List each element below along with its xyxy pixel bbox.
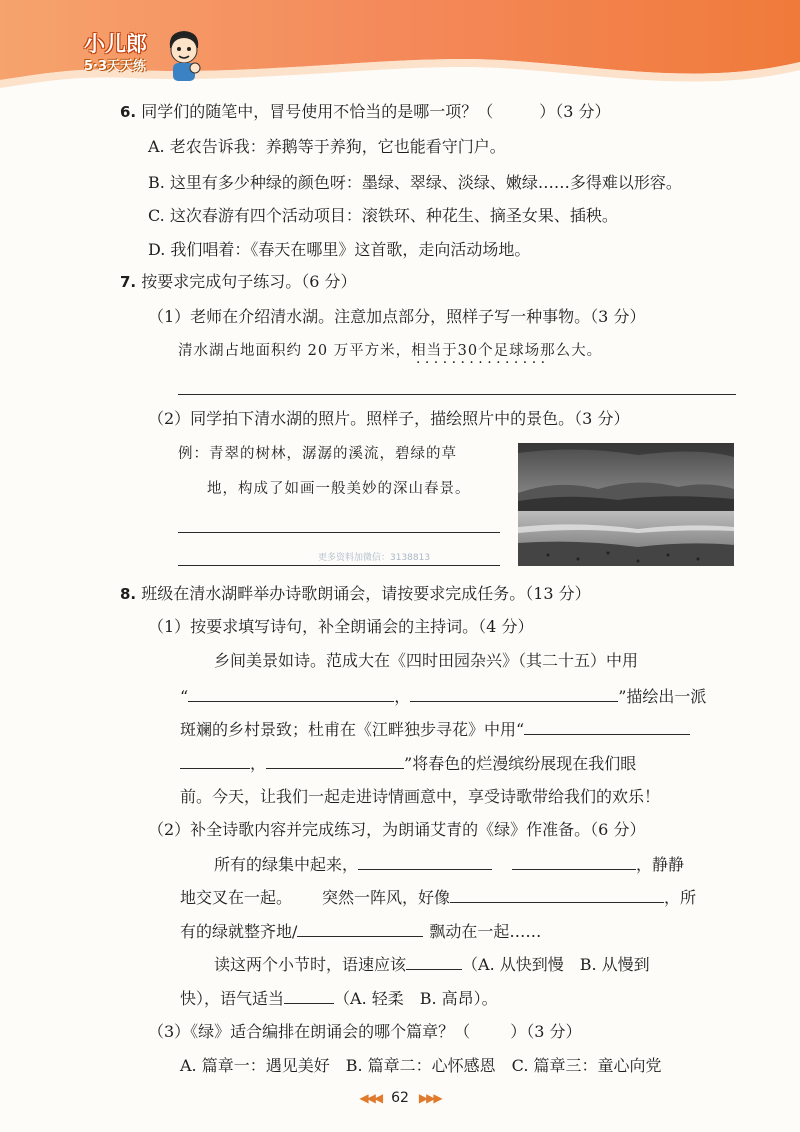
q6-option-b: B. 这里有多少种绿的颜色呀：墨绿、翠绿、淡绿、嫩绿……多得难以形容。 bbox=[148, 173, 682, 192]
q7-answer-line-3[interactable] bbox=[178, 565, 500, 566]
poem-blank-6[interactable] bbox=[512, 853, 636, 870]
q7-example1: 清水湖占地面积约 20 万平方米，相当于30个足球场那么大。 bbox=[178, 343, 603, 359]
poem-blank-1[interactable] bbox=[188, 685, 394, 702]
q8-p2-line2-b: 突然一阵风，好像 bbox=[322, 888, 451, 907]
q7-number: 7. bbox=[120, 273, 137, 291]
q8-p2-line5-a: 快），语气适当 bbox=[180, 989, 285, 1008]
poem-blank-8[interactable] bbox=[297, 920, 423, 937]
q8-p2-line4-b: （A. 从快到慢 B. 从慢到 bbox=[462, 955, 650, 974]
q8-p1-line3 bbox=[180, 718, 690, 741]
q7-example2-line1: 例：青翠的树林，潺潺的溪流，碧绿的草 bbox=[178, 446, 457, 462]
q6-option-c: C. 这次春游有四个活动项目：滚铁环、种花生、摘圣女果、插秧。 bbox=[148, 206, 618, 225]
q8-p2-line5-b: （A. 轻柔 B. 高昂）。 bbox=[334, 989, 498, 1008]
q8-p2-line5 bbox=[180, 987, 498, 1010]
q8-p2-line1-text: 所有的绿集中起来， bbox=[214, 855, 359, 874]
q6-option-a: A. 老农告诉我：养鹅等于养狗，它也能看守门户。 bbox=[148, 137, 506, 156]
q8-stem-text: 班级在清水湖畔举办诗歌朗诵会，请按要求完成任务。（13 分） bbox=[141, 584, 591, 603]
q7-answer-line-2[interactable] bbox=[178, 532, 500, 533]
q8-p1-line5: 前。今天，让我们一起走进诗情画意中，享受诗歌带给我们的欢乐！ bbox=[180, 787, 661, 806]
q8-p2-line4 bbox=[214, 953, 650, 976]
q8-sub3 bbox=[148, 1021, 581, 1043]
q7-sub2: （2）同学拍下清水湖的照片。照样子，描绘照片中的景色。（3 分） bbox=[148, 409, 630, 428]
right-arrows-icon: ▶▶▶ bbox=[418, 1091, 441, 1105]
lake-photo bbox=[518, 443, 734, 566]
poem-blank-5[interactable] bbox=[358, 853, 492, 870]
q8-p2-line3-a: 有的绿就整齐地/ bbox=[180, 922, 298, 941]
poem-blank-3-cont[interactable] bbox=[180, 752, 250, 769]
q7-answer-line-1[interactable] bbox=[178, 394, 736, 395]
q8-stem bbox=[120, 583, 591, 605]
comma: ， bbox=[394, 687, 411, 706]
q8-p1-line1: 乡间美景如诗。范成大在《四时田园杂兴》（其二十五）中用 bbox=[214, 651, 639, 670]
q8-sub3-options: A. 篇章一：遇见美好 B. 篇章二：心怀感恩 C. 篇章三：童心向党 bbox=[180, 1056, 662, 1075]
q8-number: 8. bbox=[120, 585, 137, 603]
q8-sub3-text: （3）《绿》适合编排在朗诵会的哪个篇章？（ bbox=[148, 1022, 471, 1041]
q6-score: ）（3 分） bbox=[539, 102, 611, 121]
tone-blank[interactable] bbox=[284, 987, 334, 1004]
emphasis-dots: · · · · · · · · · · · · · · · bbox=[416, 355, 546, 371]
q8-p2-line4-a: 读这两个小节时，语速应该 bbox=[214, 955, 407, 974]
series-name: 5·3天天练 bbox=[84, 59, 147, 74]
speed-blank[interactable] bbox=[406, 953, 462, 970]
q8-p1-line3-text: 斑斓的乡村景致；杜甫在《江畔独步寻花》中用“ bbox=[180, 720, 525, 739]
q8-p1-line2-end: ”描绘出一派 bbox=[618, 687, 707, 706]
page-footer bbox=[0, 1090, 800, 1106]
q8-p2-line3 bbox=[180, 920, 541, 943]
mascot-icon bbox=[164, 28, 204, 84]
q6-stem bbox=[120, 101, 611, 123]
poem-blank-3[interactable] bbox=[524, 718, 690, 735]
q8-p2-line2-a: 地交叉在一起。 bbox=[180, 888, 293, 907]
q6-option-d: D. 我们唱着：《春天在哪里》这首歌，走向活动场地。 bbox=[148, 240, 531, 259]
q8-p2-line2 bbox=[180, 886, 696, 909]
brand-name: 小儿郎 bbox=[84, 32, 147, 56]
comma: ， bbox=[250, 754, 267, 773]
q8-sub2: （2）补全诗歌内容并完成练习，为朗诵艾青的《绿》作准备。（6 分） bbox=[148, 820, 646, 839]
q8-p2-line3-b: 飘动在一起…… bbox=[429, 922, 542, 941]
q8-p1-line2 bbox=[180, 685, 706, 708]
q8-p1-line4 bbox=[180, 752, 636, 775]
q8-sub1: （1）按要求填写诗句，补全朗诵会的主持词。（4 分） bbox=[148, 617, 534, 636]
poem-blank-2[interactable] bbox=[410, 685, 618, 702]
left-arrows-icon: ◀◀◀ bbox=[359, 1091, 382, 1105]
q7-sub1: （1）老师在介绍清水湖。注意加点部分，照样子写一种事物。（3 分） bbox=[148, 307, 646, 326]
q7-example2-line2: 地，构成了如画一般美妙的深山春景。 bbox=[207, 481, 471, 497]
poem-blank-4[interactable] bbox=[266, 752, 404, 769]
poem-blank-7[interactable] bbox=[450, 886, 664, 903]
q8-sub3-score: ）（3 分） bbox=[510, 1022, 582, 1041]
q6-stem-text: 同学们的随笔中，冒号使用不恰当的是哪一项？（ bbox=[141, 102, 494, 121]
q7-stem bbox=[120, 271, 357, 293]
q6-number: 6. bbox=[120, 103, 137, 121]
q8-p2-line2-c: ，所 bbox=[664, 888, 697, 907]
open-quote: “ bbox=[180, 687, 189, 706]
q8-p2-line1 bbox=[214, 853, 684, 876]
page-number: 62 bbox=[391, 1090, 409, 1106]
q8-p2-line1-end: ，静静 bbox=[636, 855, 685, 874]
q8-p1-line4-text: ”将春色的烂漫缤纷展现在我们眼 bbox=[404, 754, 637, 773]
q7-stem-text: 按要求完成句子练习。（6 分） bbox=[141, 272, 357, 291]
watermark: 更多资料加微信：3138813 bbox=[318, 553, 431, 563]
